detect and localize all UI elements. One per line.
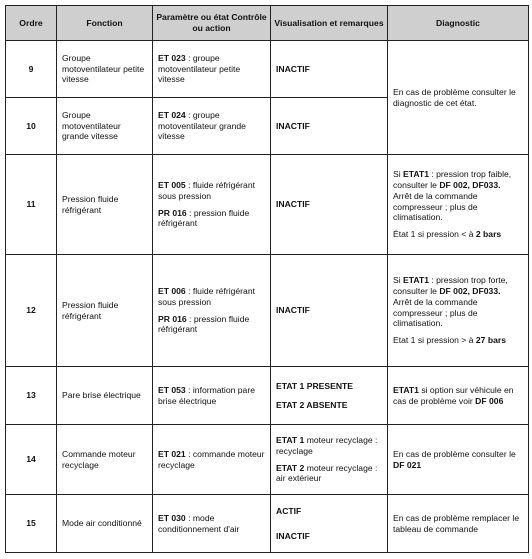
diag-state: ETAT1	[393, 384, 419, 395]
vis-state-label: ETAT 1	[276, 435, 305, 446]
param-text: : information pare brise électrique	[158, 384, 255, 406]
header-row	[6, 6, 529, 41]
vis-state-2: INACTIF	[276, 530, 310, 541]
header-visualisation: Visualisation et remarques	[271, 6, 388, 41]
param-text: : fluide réfrigérant sous pression	[158, 180, 255, 201]
param-code: ET 030	[158, 512, 186, 523]
row-parametre	[153, 41, 271, 98]
vis-state-label: ETAT 2	[276, 462, 305, 473]
diag-state: ETAT1	[403, 169, 429, 180]
row-visualisation	[271, 367, 388, 425]
diag-fault-code: DF 021	[393, 459, 422, 470]
param-text: : fluide réfrigérant sous pression	[158, 286, 255, 307]
row-diagnostic	[388, 255, 529, 367]
row-fonction: Pression fluide réfrigérant	[57, 255, 153, 367]
diag-fault-code: DF 002, DF033.	[439, 180, 501, 191]
param-text: : mode conditionnement d'air	[158, 512, 240, 534]
row-fonction: Groupe motoventilateur grande vitesse	[57, 98, 153, 155]
diag-text: Arrêt de la commande compresseur ; plus de climatisation.	[393, 190, 478, 223]
table-row	[6, 255, 529, 367]
header-diagnostic: Diagnostic	[388, 6, 529, 41]
param-code: PR 016	[158, 207, 187, 218]
param-code: PR 016	[158, 313, 187, 324]
diag-text: : pression trop faible, consulter le	[393, 169, 512, 191]
row-ordre: 10	[6, 98, 57, 155]
vis-state-1: ACTIF	[276, 505, 302, 516]
param-code: ET 053	[158, 384, 186, 395]
row-ordre: 13	[6, 367, 57, 425]
param-code: ET 005	[158, 180, 186, 191]
diag-text: Si	[393, 169, 404, 180]
diag-text: : pression trop forte, consulter le	[393, 275, 508, 297]
row-diagnostic	[388, 367, 529, 425]
diagnostic-table	[5, 5, 529, 553]
row-fonction: Pression fluide réfrigérant	[57, 155, 153, 255]
row-visualisation	[271, 495, 388, 553]
row-visualisation	[271, 425, 388, 495]
row-parametre	[153, 425, 271, 495]
param-code: ET 023	[158, 52, 186, 63]
param-text: : pression fluide réfrigérant	[158, 313, 250, 335]
diag-text: Arrêt de la commande compresseur ; plus de climatisation.	[393, 296, 478, 329]
header-parametre: Paramètre ou état Contrôle ou action	[153, 6, 271, 41]
row-parametre	[153, 495, 271, 553]
param-text: : pression fluide réfrigérant	[158, 207, 250, 229]
diag-text: si option sur véhicule en cas de problème voir	[393, 384, 514, 406]
diag-threshold: 27 bars	[475, 334, 506, 345]
row-parametre	[153, 98, 271, 155]
diag-text: Si	[393, 275, 404, 286]
row-diagnostic	[388, 155, 529, 255]
row-fonction: Commande moteur recyclage	[57, 425, 153, 495]
row-ordre: 15	[6, 495, 57, 553]
param-text: : groupe motoventilateur grande vitesse	[158, 109, 246, 142]
table-row	[6, 155, 529, 255]
vis-state-2: ETAT 2 ABSENTE	[276, 399, 348, 410]
row-diagnostic	[388, 425, 529, 495]
row-diagnostic: En cas de problème consulter le diagnostic de cet état.	[388, 41, 529, 155]
row-fonction: Mode air conditionné	[57, 495, 153, 553]
diag-state: ETAT1	[403, 275, 429, 286]
header-ordre: Ordre	[6, 6, 57, 41]
row-parametre	[153, 255, 271, 367]
param-code: ET 006	[158, 286, 186, 297]
row-visualisation: INACTIF	[271, 255, 388, 367]
vis-state-1: ETAT 1 PRESENTE	[276, 380, 354, 391]
param-text: : groupe motoventilateur petite vitesse	[158, 52, 241, 85]
row-ordre: 14	[6, 425, 57, 495]
vis-state-text: moteur recyclage : recyclage	[276, 435, 378, 456]
table-row	[6, 425, 529, 495]
table-row	[6, 41, 529, 98]
diag-fault-code: DF 002, DF033.	[439, 286, 501, 297]
param-code: ET 024	[158, 109, 186, 120]
diag-text: En cas de problème consulter le	[393, 448, 516, 459]
row-ordre: 11	[6, 155, 57, 255]
param-text: : commande moteur recyclage	[158, 448, 265, 470]
diag-text: État 1 si pression < à	[393, 228, 476, 239]
table-row	[6, 367, 529, 425]
row-visualisation: INACTIF	[271, 155, 388, 255]
diag-fault-code: DF 006	[475, 395, 504, 406]
row-fonction: Pare brise électrique	[57, 367, 153, 425]
row-ordre: 12	[6, 255, 57, 367]
table-row	[6, 495, 529, 553]
row-visualisation: INACTIF	[271, 98, 388, 155]
header-fonction: Fonction	[57, 6, 153, 41]
row-ordre: 9	[6, 41, 57, 98]
diag-text: Etat 1 si pression > à	[393, 334, 476, 345]
row-parametre	[153, 155, 271, 255]
vis-state-text: moteur recyclage : air extérieur	[276, 462, 378, 484]
row-fonction: Groupe motoventilateur petite vitesse	[57, 41, 153, 98]
row-parametre	[153, 367, 271, 425]
diag-threshold: 2 bars	[475, 228, 502, 239]
row-diagnostic: En cas de problème remplacer le tableau de commande	[388, 495, 529, 553]
param-code: ET 021	[158, 448, 186, 459]
row-visualisation: INACTIF	[271, 41, 388, 98]
